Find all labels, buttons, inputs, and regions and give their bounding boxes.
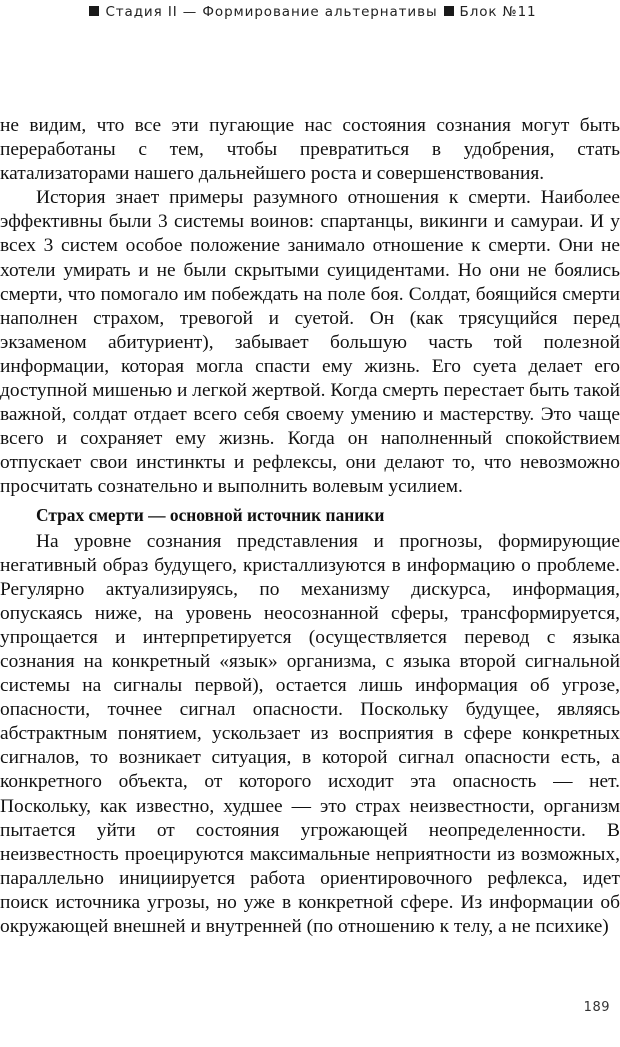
running-header xyxy=(0,4,620,20)
section-heading: Страх смерти — основной источник паники xyxy=(36,504,385,525)
header-block: Блок №11 xyxy=(459,4,537,20)
square-bullet-icon xyxy=(89,6,99,16)
page-body xyxy=(0,114,620,939)
page-number: 189 xyxy=(583,1000,610,1015)
paragraph: На уровне сознания представления и прогнозы, формирующие негативный образ будущего, кристаллизуются в информацию о проблеме. Регулярно актуализируясь, по механизму дискурса, информация, опускаясь ниже, на уровень неосознанной сферы, трансформируется, упрощается и интерпретируется (осуществляется перевод с языка сознания на конкретный «язык» организма, с языка второй сигнальной системы на сигналы первой), остается лишь информация об угрозе, опасности, точнее сигнал опасности. Поскольку будущее, являясь абстрактным понятием, ускользает из восприятия в сфере конкретных сигналов, то возникает ситуация, в которой сигнал опасности есть, а конкретного объекта, от которого исходит эта опасность — нет. Поскольку, как известно, худшее — это страх неизвестности, организм пытается уйти от состояния угрожающей неопределенности. В неизвестность проецируются максимальные неприятности из возможных, параллельно инициируется работа ориентировочного рефлекса, идет поиск источника угрозы, но уже в конкретной сфере. Из информации об окружающей внешней и внутренней (по отношению к телу, а не психике) xyxy=(0,530,620,937)
square-bullet-icon xyxy=(444,6,454,16)
header-stage-title: Формирование альтернативы xyxy=(202,4,438,20)
header-dash: — xyxy=(182,4,198,20)
paragraph-continued: не видим, что все эти пугающие нас состояния сознания могут быть переработаны с тем, чтобы превратиться в удобрения, стать катализаторами нашего дальнейшего роста и совершенствования. xyxy=(0,115,620,185)
paragraph: История знает примеры разумного отношения к смерти. Наиболее эффективны были 3 системы воинов: спартанцы, викинги и самураи. И у всех 3 систем особое положение занимало отношение к смерти. Они не хотели умирать и не были скрытыми суицидентами. Но они не боялись смерти, что помогало им побеждать на поле боя. Солдат, боящийся смерти наполнен страхом, тревогой и суетой. Он (как трясущийся перед экзаменом абитуриент), забывает большую часть той полезной информации, которая могла спасти ему жизнь. Его суета делает его доступной мишенью и легкой жертвой. Когда смерть перестает быть такой важной, солдат отдает всего себя своему умению и мастерству. Это чаще всего и сохраняет ему жизнь. Когда он наполненный спокойствием отпускает свои инстинкты и рефлексы, они делают то, что невозможно просчитать сознательно и выполнить волевым усилием. xyxy=(0,187,620,498)
header-stage: Стадия II xyxy=(105,4,178,20)
